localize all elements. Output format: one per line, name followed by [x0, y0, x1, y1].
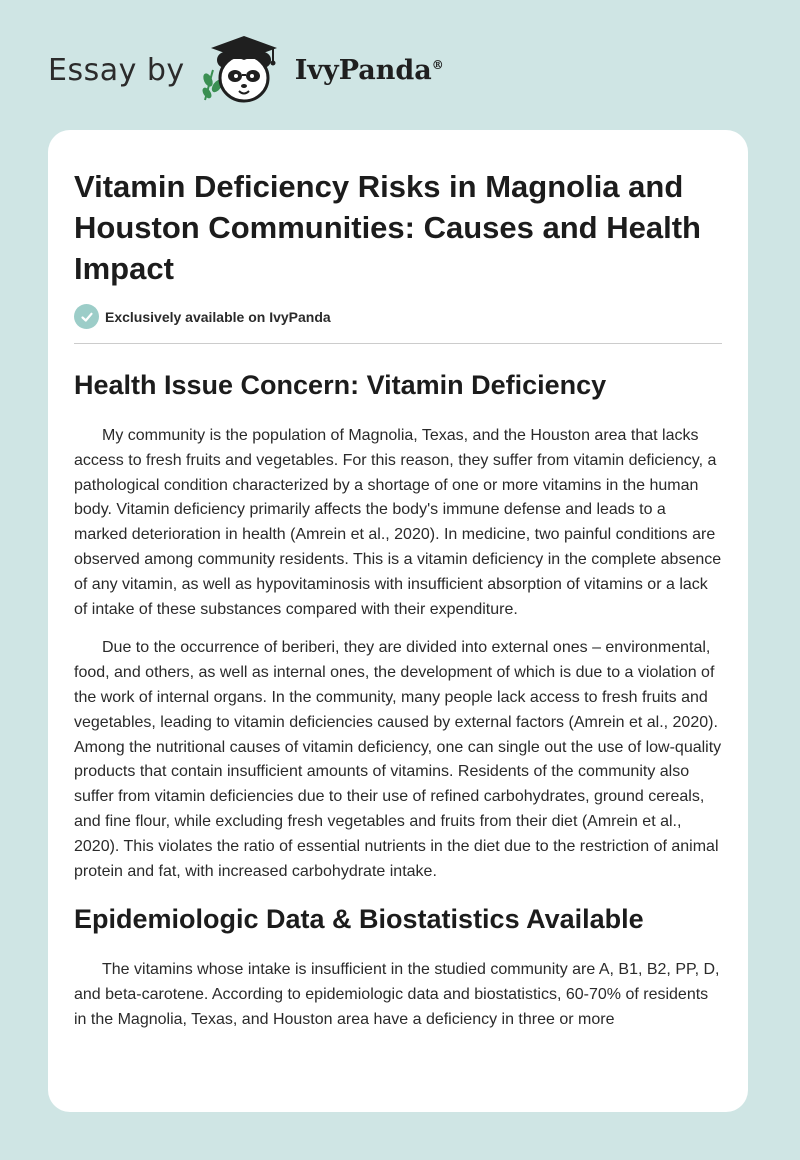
brand-name: IvyPanda®	[294, 54, 444, 86]
paragraph: The vitamins whose intake is insufficient in the studied community are A, B1, B2, PP, D, and beta-carotene. According to epidemiologic data and biostatistics, 60-70% of residents in the Magnolia, Texas, and Houston area have a deficiency in three or more	[74, 961, 720, 1028]
title-divider	[74, 343, 722, 344]
check-circle-icon	[74, 304, 99, 329]
paragraph: My community is the population of Magnolia, Texas, and the Houston area that lacks access to fresh fruits and vegetables. For this reason, they suffer from vitamin deficiency, a pathological condition characterized by a shortage of one or more vitamins in the human body. Vitamin deficiency primarily affects the body's immune defense and leads to a marked deterioration in health (Amrein et al., 2020). In medicine, two painful conditions are observed among community residents. This is a vitamin deficiency in the complete absence of any vitamin, as well as hypovitaminosis with insufficient absorption of vitamins or a lack of intake of these substances compared with their expenditure.	[74, 427, 722, 618]
exclusive-badge	[74, 304, 722, 329]
section-heading: Epidemiologic Data & Biostatistics Available	[74, 904, 644, 935]
paragraph: Due to the occurrence of beriberi, they are divided into external ones – environmental, food, and others, as well as internal ones, the development of which is due to a violation of the work of internal organs. In the community, many people lack access to fresh fruits and vegetables, leading to vitamin deficiencies caused by external factors (Amrein et al., 2020). Among the nutritional causes of vitamin deficiency, one can single out the use of low-quality products that contain insufficient amounts of vitamins. Residents of the community also suffer from vitamin deficiencies due to their use of refined carbohydrates, ground cereals, and fine flour, while excluding fresh vegetables and fruits from their diet (Amrein et al., 2020). This violates the ratio of essential nutrients in the diet due to the restriction of animal protein and fat, with increased carbohydrate intake.	[74, 639, 722, 880]
site-header-logo[interactable]	[48, 30, 444, 110]
registered-mark: ®	[431, 57, 444, 72]
essay-card	[48, 130, 748, 1112]
essay-by-label: Essay by	[48, 52, 185, 88]
exclusive-badge-label: Exclusively available on IvyPanda	[105, 308, 331, 325]
panda-graduate-icon	[199, 30, 289, 110]
essay-title: Vitamin Deficiency Risks in Magnolia and Houston Communities: Causes and Health Impact	[74, 169, 701, 286]
section-heading: Health Issue Concern: Vitamin Deficiency	[74, 370, 607, 400]
